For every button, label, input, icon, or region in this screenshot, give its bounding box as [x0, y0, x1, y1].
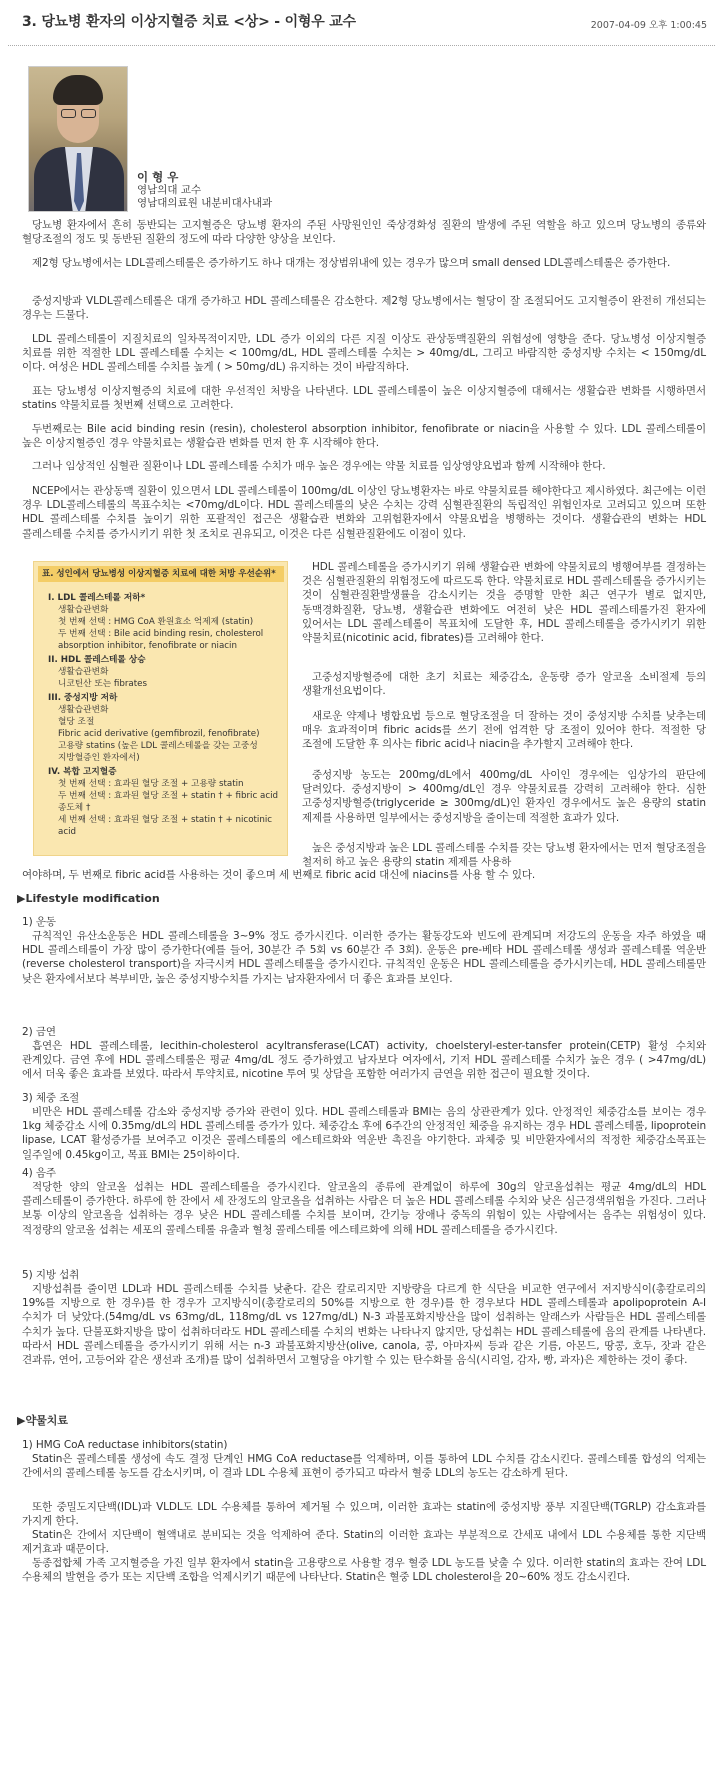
author-name: 이 형 우 [137, 170, 179, 184]
table-line: 지방혈증인 환자에서) [58, 753, 140, 763]
continuation-text: 여야하며, 두 번째로 fibric acid를 사용하는 것이 좋으며 세 번째로 fibric acid 대신에 niacins를 사용 할 수 있다. [22, 869, 536, 881]
table-title: 표. 성인에서 당뇨병성 이상지혈증 치료에 대한 처방 우선순위* [38, 566, 284, 582]
lifestyle-item-text: 비만은 HDL 콜레스테롤 감소와 중성지방 증가와 관련이 있다. HDL 콜레스테롤과 BMI는 음의 상관관계가 있다. 안정적인 체중감소를 보이는 경우 1kg 체중감소 시에 0.35mg/dL의 HDL 콜레스테롤 증가가 있다. 체중감소 후에 6주간의 안정적인 체중을 유지하는 경우 HDL 콜레스테롤, lipoprotein lipase, LCAT 활성증가를 보여주고 이것은 콜레스테롤의 에스테르화와 역운반 촉진을 야기한다. 과체중 및 비만환자에서의 적정한 체중감소목표는 일주일에 0.45kg이고, 목표 BMI는 25이하이다. [22, 1106, 706, 1161]
lifestyle-item-title: 3) 체중 조절 [22, 1092, 80, 1104]
intro-paragraph: 두번째로는 Bile acid binding resin (resin), cholesterol absorption inhibitor, fenofibrate or niacin을 사용할 수 있다. LDL 콜레스테롤이 높은 이상지혈증인 경우 약물치료는 생활습관 변화를 먼저 한 후 시작해야 한다. [22, 423, 706, 450]
table-line: 종도체 † [58, 803, 91, 813]
drug-paragraph: 동종접합체 가족 고지혈증을 가진 일부 환자에서 statin을 고용량으로 사용할 경우 혈중 LDL 농도를 낮출 수 있다. 이러한 statin의 효과는 잔여 LDL 수용체의 발현을 증가 또는 지단백 조합을 억제시키기 때문에 나타난다. Statin은 혈중 LDL cholesterol을 20~60% 정도 감소시킨다. [22, 1557, 706, 1584]
right-paragraph: 새로운 약제나 병합요법 등으로 혈당조절을 더 잘하는 것이 중성지방 수치를 낮추는데 매우 효과적이며 fibric acids를 쓰기 전에 엄격한 당 조절이 있어야 한다. 적절한 당 조절에 도달한 후 의사는 fibric acid나 niacin을 추가할지 고려해야 한다. [302, 710, 706, 751]
drug-item-title: 1) HMG CoA reductase inhibitors(statin) [22, 1439, 228, 1451]
table-line: 첫 번째 선택 : 효과된 혈당 조절 + 고용량 statin [58, 779, 244, 789]
table-line: III. 중성지방 저하 [48, 693, 118, 703]
lifestyle-item-text: 규칙적인 유산소운동은 HDL 콜레스테롤을 3~9% 정도 증가시킨다. 이러한 증가는 활동강도와 빈도에 관계되며 저강도의 운동을 자주 하였을 때 HDL 콜레스테롤이 가장 많이 증가한다(예를 들어, 30분간 주 5회 vs 60분간 주 3회). 운동은 pre-베타 HDL 콜레스테롤 생성과 콜레스테롤 역운반(reverse cholesterol transport)을 자극시켜 HDL 콜레스테롤을 증가시킨다. 규칙적인 운동은 HDL 콜레스테롤을 증가시키는데, HDL 콜레스테롤만 낮은 환자에서보다 복부비만, 높은 중성지방수치를 가지는 남자환자에서 더 좋은 효과를 보인다. [22, 930, 706, 985]
right-paragraph: 중성지방 농도는 200mg/dL에서 400mg/dL 사이인 경우에는 임상가의 판단에 달려있다. 중성지방이 > 400mg/dL인 경우 약물치료를 강력히 고려해야 한다. 심한 고중성지방혈증(triglyceride ≥ 300mg/dL)인 환자인 경우에서도 높은 용량의 statin 제제를 사용하면 일부에서는 중성지방을 줄이는데 적절한 효과가 있다. [302, 769, 706, 824]
drug-paragraph: 또한 중밀도지단백(IDL)과 VLDL도 LDL 수용체를 통하여 제거될 수 있으며, 이러한 효과는 statin에 중성지방 풍부 지질단백(TGRLP) 감소효과를 가지게 한다. [22, 1501, 706, 1528]
table-line: I. LDL 콜레스테롤 저하* [48, 593, 146, 603]
table-line: 생활습관변화 [58, 605, 109, 615]
table-line: acid [58, 827, 77, 837]
treatment-priority-table [33, 561, 288, 856]
table-line: absorption inhibitor, fenofibrate or niacin [58, 641, 237, 651]
lifestyle-item-text: 흡연은 HDL 콜레스테롤, lecithin-cholesterol acyltransferase(LCAT) activity, choelsteryl-ester-tansfer protein(CETP) 활성 수치와 관계있다. 금연 후에 HDL 콜레스테롤은 평균 4mg/dL 정도 증가하였고 남자보다 여자에서, 기저 HDL 콜레스테롤 수치가 높은 경우 ( >47mg/dL) 에서 더욱 좋은 효과를 보였다. 따라서 투약치료, nicotine 투여 및 상담을 포함한 여러가지 금연을 위한 접근이 필요할 것이다. [22, 1040, 706, 1081]
table-line: 니코틴산 또는 fibrates [58, 679, 148, 689]
right-paragraph: 높은 중성지방과 높은 LDL 콜레스테롤 수치를 갖는 당뇨병 환자에서는 먼저 혈당조절을 철저히 하고 높은 용량의 statin 제제를 사용하 [302, 842, 706, 869]
article-date: 2007-04-09 오후 1:00:45 [590, 20, 707, 31]
intro-paragraph: 표는 당뇨병성 이상지혈증의 치료에 대한 우선적인 처방을 나타낸다. LDL 콜레스테롤이 높은 이상지혈증에 대해서는 생활습관 변화를 시행하면서 statins 약물치료를 첫번째 선택으로 고려한다. [22, 385, 706, 412]
table-line: 고용량 statins (높은 LDL 콜레스테롤을 갖는 고중성 [58, 741, 258, 751]
article-header [8, 8, 715, 46]
intro-paragraph: 중성지방과 VLDL콜레스테롤은 대개 증가하고 HDL 콜레스테롤은 감소한다. 제2형 당뇨병에서는 혈당이 잘 조절되어도 고지혈증이 완전히 개선되는 경우는 드물다. [22, 295, 706, 322]
intro-paragraph: 제2형 당뇨병에서는 LDL콜레스테롤은 증가하기도 하나 대개는 정상범위내에 있는 경우가 많으며 small densed LDL콜레스테롤은 증가한다. [32, 257, 671, 269]
drug-heading: ▶약물치료 [17, 1414, 68, 1427]
table-line: II. HDL 콜레스테롤 상승 [48, 655, 146, 665]
intro-paragraph: 그러나 임상적인 심혈관 질환이나 LDL 콜레스테롤 수치가 매우 높은 경우에는 약물 치료를 임상영양요법과 함께 시작해야 한다. [32, 460, 606, 472]
lifestyle-item-text: 적당한 양의 알코올 섭취는 HDL 콜레스테롤을 증가시킨다. 알코올의 종류에 관계없이 하루에 30g의 알코올섭취는 평균 4mg/dL의 HDL 콜레스테롤이 증가한다. 하루에 한 잔에서 세 잔정도의 알코올을 섭취하는 사람은 더 높은 HDL 콜레스테롤 수치와 낮은 심근경색위험을 가진다. 그러나 보통 이상의 알코올을 섭취하는 경우 낮은 HDL 콜레스테롤 수치를 보이며, 간기능 장애나 중독의 위험이 있는 사람에서는 음주는 위험성이 있다. 적정량의 알코올 섭취는 세포의 콜레스테롤 유출과 혈청 콜레스테롤 에스테르화에 의해 HDL 콜레스테롤을 증가시킨다. [22, 1181, 706, 1236]
intro-paragraph: LDL 콜레스테롤이 지질치료의 일차목적이지만, LDL 증가 이외의 다른 지질 이상도 관상동맥질환의 위험성에 영향을 준다. 당뇨병성 이상지혈증 치료를 위한 적절한 LDL 콜레스테롤 수치는 < 100mg/dL, HDL 콜레스테롤 수치는 > 40mg/dL, 그리고 바람직한 중성지방 수치는 < 150mg/dL 이다. 여성은 HDL 콜레스테롤 수치를 높게 ( > 50mg/dL) 유지하는 것이 바람직하다. [22, 333, 706, 374]
author-info [137, 170, 272, 210]
lifestyle-item-title: 4) 음주 [22, 1167, 56, 1179]
table-line: 생활습관변화 [58, 667, 109, 677]
table-line: 두 번째 선택 : Bile acid binding resin, cholesterol [58, 629, 264, 639]
table-line: 세 번째 선택 : 효과된 혈당 조절 + statin † + nicotinic [58, 815, 273, 825]
table-line: Fibric acid derivative (gemfibrozil, fenofibrate) [58, 729, 260, 739]
lifestyle-heading: ▶Lifestyle modification [17, 892, 160, 905]
lifestyle-item-title: 2) 금연 [22, 1026, 56, 1038]
table-line: 생활습관변화 [58, 705, 109, 715]
article-title: 3. 당뇨병 환자의 이상지혈증 치료 <상> - 이형우 교수 [22, 14, 356, 30]
drug-paragraph: Statin은 콜레스테롤 생성에 속도 결정 단계인 HMG CoA reductase를 억제하며, 이를 통하여 LDL 수치를 감소시킨다. 콜레스테롤 합성의 억제는 간에서의 콜레스테롤 농도를 감소시키며, 이 결과 LDL 수용체 표현이 증가되고 따라서 혈중 LDL의 농도는 감소하게 된다. [22, 1453, 706, 1480]
right-paragraph: HDL 콜레스테롤을 증가시키기 위해 생활습관 변화에 약물치료의 병행여부를 결정하는 것은 심혈관질환의 위험정도에 따르도록 한다. 약물치료로 HDL 콜레스테롤을 증가시키는 것이 심혈관질환발생률을 감소시키는 것을 증명할 만한 최근 연구가 별로 없지만, 동맥경화질환, 당뇨병, 생활습관 변화에도 여전히 낮은 HDL 콜레스테롤가진 환자에 있어서는 LDL 콜레스테롤이 목표치에 도달한 후, HDL 콜레스테롤을 증가시키기 위한 약물치료(nicotinic acid, fibrates)를 고려해야 한다. [302, 561, 706, 645]
lifestyle-item-title: 1) 운동 [22, 916, 56, 928]
author-hospital: 영남대의료원 내분비대사내과 [137, 197, 273, 209]
table-line: 첫 번째 선택 : HMG CoA 환원효소 억제제 (statin) [58, 617, 254, 627]
intro-paragraph: NCEP에서는 관상동맥 질환이 있으면서 LDL 콜레스테롤이 100mg/dL 이상인 당뇨병환자는 바로 약물치료를 해야한다고 제시하였다. 최근에는 이런 경우 LDL콜레스테롤의 목표수치는 <70mg/dL이다. HDL 콜레스테롤의 낮은 수치는 강력 심혈관질환의 독립적인 위험인자로 고려되고 있으며 또한 HDL 콜레스테롤 수치를 높이기 위한 포괄적인 접근은 생활습관 변화와 고위험환자에서 약물요법을 병행하는 것이다. 생활습관의 변화는 HDL 콜레스테롤 수치를 증가시키기 위한 첫 조치로 권유되고, 이것은 다른 심혈관질환에도 이점이 있다. [22, 485, 706, 540]
intro-paragraph: 당뇨병 환자에서 흔히 동반되는 고지혈증은 당뇨병 환자의 주된 사망원인인 죽상경화성 질환의 발생에 주된 역할을 하고 있으며 당뇨병의 종류와 혈당조절의 정도 및 동반된 질환의 정도에 따라 다양한 양상을 보인다. [22, 219, 706, 246]
table-line: 두 번째 선택 : 효과된 혈당 조절 + statin † + fibric acid [58, 791, 279, 801]
table-line: IV. 복합 고지혈증 [48, 767, 117, 777]
drug-paragraph: Statin은 간에서 지단백이 혈액내로 분비되는 것을 억제하여 준다. Statin의 이러한 효과는 부분적으로 간세포 내에서 LDL 수용체를 통한 지단백 제거효과 때문이다. [22, 1529, 706, 1556]
author-affiliation: 영남의대 교수 [137, 184, 202, 196]
table-line: 혈당 조절 [58, 717, 95, 727]
lifestyle-item-text: 지방섭취를 줄이면 LDL과 HDL 콜레스테롤 수치를 낮춘다. 같은 칼로리지만 지방량을 다르게 한 식단을 비교한 연구에서 저지방식이(총칼로리의 19%를 지방으로 한 경우)를 한 경우가 고지방식이(총칼로리의 50%를 지방으로 한 경우)를 한 경우보다 HDL 콜레스테롤과 apolipoprotein A-I 수치가 더 낮았다.(54mg/dL vs 63mg/dL, 118mg/dL vs 127mg/dL) N-3 과불포화지방산을 많이 섭취하는 알래스카 사람들은 HDL 콜레스테롤 수치가 높다. 단불포화지방을 많이 섭취하더라도 HDL 콜레스테롤 수치의 변화는 나타나지 않지만, 당섭취는 HDL 콜레스테롤에 음의 관계를 나타낸다. 따라서 HDL 콜레스테롤을 증가시키기 위해 서는 n-3 과불포화지방산(olive, canola, 콩, 아마자씨 등과 같은 기름, 아몬드, 땅콩, 호두, 잣과 같은 견과류, 연어, 고등어와 같은 생선과 조개)를 많이 섭취하면서 고혈당을 야기할 수 있는 탄수화물 음식(시리얼, 감자, 빵, 과자)은 제한하는 것이 좋다. [22, 1283, 706, 1367]
author-photo [28, 66, 128, 212]
right-paragraph: 고중성지방혈증에 대한 초기 치료는 체중감소, 운동량 증가 알코올 소비절제 등의 생활개선요법이다. [302, 671, 706, 698]
lifestyle-item-title: 5) 지방 섭취 [22, 1269, 80, 1281]
